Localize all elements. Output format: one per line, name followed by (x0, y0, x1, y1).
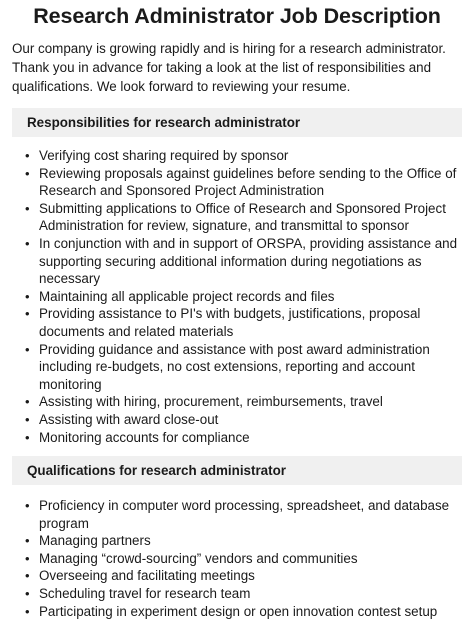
qualification-item-text: Overseeing and facilitating meetings (39, 568, 255, 584)
responsibility-item (12, 200, 462, 235)
qualification-item (12, 567, 462, 585)
responsibility-item-text: Monitoring accounts for compliance (39, 429, 250, 445)
responsibilities-list (12, 147, 462, 446)
bullet-icon: • (25, 288, 30, 304)
responsibility-item (12, 288, 462, 306)
responsibility-item-text: In conjunction with and in support of ORSPA, providing assistance and supporting securing additional information during negotiations as necessary (39, 235, 458, 287)
qualification-item-text: Managing partners (39, 533, 151, 549)
responsibility-item-text: Providing assistance to PI's with budgets, justifications, proposal documents and related materials (39, 306, 421, 339)
bullet-icon: • (25, 550, 30, 566)
responsibility-item-text: Maintaining all applicable project records and files (39, 288, 335, 304)
qualifications-list (12, 497, 462, 620)
qualification-item (12, 585, 462, 603)
qualification-item (12, 532, 462, 550)
qualifications-heading: Qualifications for research administrator (12, 456, 462, 485)
bullet-icon: • (25, 200, 30, 216)
responsibility-item (12, 429, 462, 447)
bullet-icon: • (25, 586, 30, 602)
responsibility-item-text: Providing guidance and assistance with post award administration including re-budgets, no cost extensions, reporting and account monitoring (39, 341, 430, 392)
bullet-icon: • (25, 429, 30, 445)
bullet-icon: • (25, 533, 30, 549)
responsibility-item-text: Assisting with hiring, procurement, reimbursements, travel (39, 394, 383, 410)
responsibility-item (12, 393, 462, 411)
qualification-item-text: Scheduling travel for research team (39, 586, 251, 602)
bullet-icon: • (25, 394, 30, 410)
bullet-icon: • (25, 165, 30, 181)
qualification-item-text: Proficiency in computer word processing, spreadsheet, and database program (39, 498, 450, 531)
qualification-item (12, 497, 462, 532)
bullet-icon: • (25, 498, 30, 514)
responsibility-item-text: Submitting applications to Office of Research and Sponsored Project Administration for review, signature, and transmittal to sponsor (39, 200, 446, 234)
bullet-icon: • (25, 148, 30, 163)
bullet-icon: • (25, 411, 30, 427)
bullet-icon: • (25, 306, 30, 322)
responsibility-item (12, 305, 462, 340)
responsibility-item-text: Assisting with award close-out (39, 411, 219, 427)
responsibility-item (12, 165, 462, 200)
responsibility-item (12, 341, 462, 394)
responsibility-item (12, 411, 462, 429)
qualification-item (12, 550, 462, 568)
responsibility-item (12, 147, 462, 165)
responsibility-item-text: Verifying cost sharing required by sponsor (39, 148, 289, 163)
bullet-icon: • (25, 568, 30, 584)
bullet-icon: • (25, 341, 30, 357)
responsibility-item (12, 235, 462, 288)
responsibility-item-text: Reviewing proposals against guidelines before sending to the Office of Research and Sponsored Project Administration (39, 165, 457, 199)
bullet-icon: • (25, 235, 30, 251)
qualification-item-text: Managing “crowd-sourcing” vendors and communities (39, 550, 358, 566)
page-title: Research Administrator Job Description (33, 4, 441, 28)
responsibilities-heading: Responsibilities for research administrator (12, 108, 462, 137)
bullet-icon: • (25, 603, 30, 619)
qualification-item (12, 603, 462, 620)
intro-paragraph: Our company is growing rapidly and is hiring for a research administrator. Thank you in advance for taking a look at the list of responsibilities and qualifications. We look forward to reviewing your resume. (12, 41, 446, 94)
qualification-item-text: Participating in experiment design or open innovation contest setup (39, 603, 438, 619)
